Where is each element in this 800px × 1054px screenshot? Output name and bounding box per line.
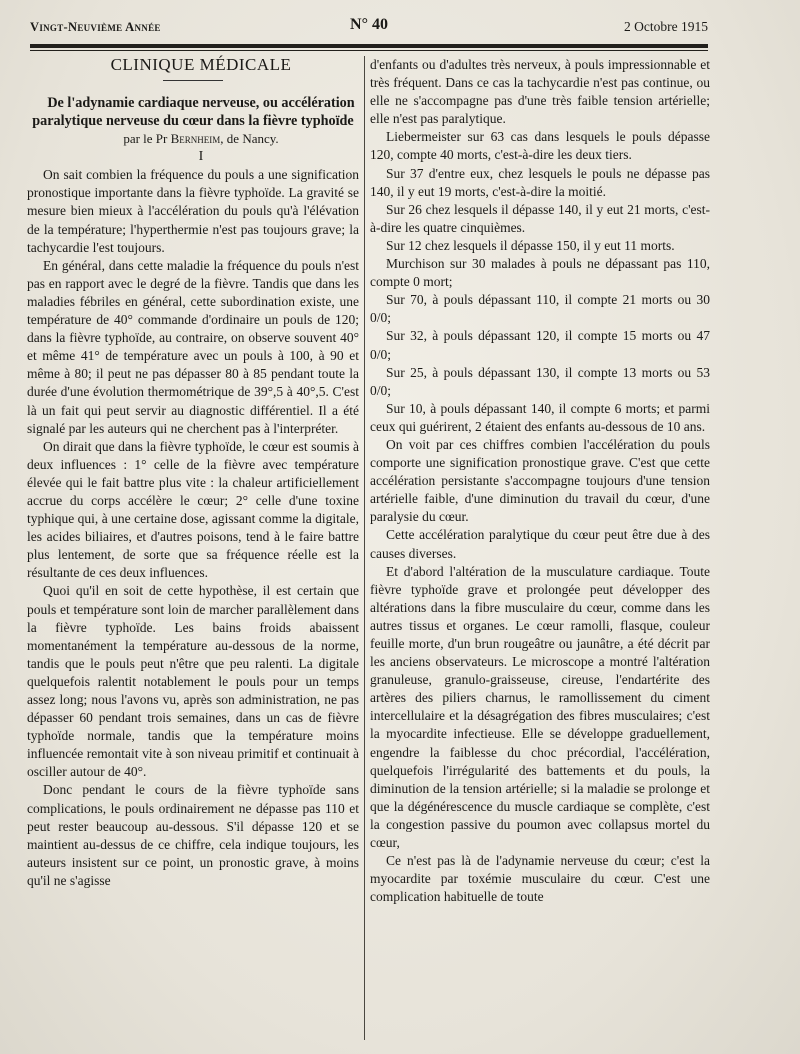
byline-prefix: par le Pr	[123, 131, 168, 147]
paragraph: Donc pendant le cours de la fièvre typhoïde sans complications, le pouls ordinairement ne dépasse pas 110 et peut rester beaucoup au-dessous. S'il dépasse 120 et se maintient au-dessus de ce chiffre, cela indique toujours, les auteurs insistent sur ce point, un pronostic grave, à moins qu'il ne s'agisse	[27, 782, 359, 888]
running-header	[30, 16, 708, 42]
paragraph: Et d'abord l'altération de la musculature cardiaque. Toute fièvre typhoïde grave et prolongée peut développer des altérations dans la fibre musculaire du cœur, comme dans les autres tissus et organes. Le cœur ramolli, flasque, couleur feuille morte, d'un brun rougeâtre ou jaunâtre, a été décrit par les anciens observateurs. Le microscope a montré l'altération granuleuse, granulo-graisseuse, cireuse, l'endartérite des artères des piliers charnus, le ramollissement du ciment intercellulaire et la désagrégation des fibres musculaires; c'est la myocardite infectieuse. Elle se développe graduellement, engendre la faiblesse du choc précordial, l'accélération, quelquefois l'irrégularité des battements et du pouls, la diminution de la tension artérielle; si la maladie se prolonge et que la dégénérescence du muscle cardiaque se complète, c'est la congestion passive du poumon avec collapsus mortel du cœur,	[370, 563, 710, 851]
header-rule-thick	[30, 44, 708, 48]
paragraph: On sait combien la fréquence du pouls a une signification pronostique importante dans la fièvre typhoïde. La gravité se mesure bien mieux à l'accélération du pouls qu'à l'élévation de la température; l'hyperthermie n'est pas toujours grave; la tachycardie l'est toujours.	[27, 167, 359, 255]
part-numeral: I	[198, 149, 204, 165]
volume-year: Vingt-Neuvième Année	[30, 20, 161, 34]
paragraph: Sur 32, à pouls dépassant 120, il compte 15 morts ou 47 0/0;	[370, 328, 710, 362]
paragraph: Sur 70, à pouls dépassant 110, il compte 21 morts ou 30 0/0;	[370, 292, 710, 326]
paragraph: Ce n'est pas là de l'adynamie nerveuse du cœur; c'est la myocardite par toxémie musculaire du cœur. C'est une complication habituelle de toute	[370, 853, 710, 905]
byline-suffix: de Nancy.	[226, 131, 279, 147]
paragraph: Sur 12 chez lesquels il dépasse 150, il y eut 11 morts.	[386, 237, 675, 253]
paragraph: Quoi qu'il en soit de cette hypothèse, il est certain que pouls et température sont loin de marcher parallèlement dans la fièvre typhoïde. Les bains froids abaissent momentanément la température au-dessous de la norme, tandis que le pouls peut n'être que peu ralenti. La digitale quelquefois ralentit notablement le pouls pour un temps assez long; nous l'avons vu, après son administration, ne pas dépasser 60 pendant trois semaines, dans un cas de fièvre typhoïde normale, tandis que la température moins influencée remontait vite à son niveau primitif et continuait à osciller autour de 40°.	[27, 583, 359, 780]
paragraph: Liebermeister sur 63 cas dans lesquels le pouls dépasse 120, compte 40 morts, c'est-à-dire les deux tiers.	[370, 129, 710, 163]
article-title: De l'adynamie cardiaque nerveuse, ou accélération paralytique nerveuse du cœur dans la fièvre typhoïde	[32, 95, 355, 129]
byline	[27, 130, 359, 148]
paragraph: Sur 25, à pouls dépassant 130, il compte 13 morts ou 53 0/0;	[370, 364, 710, 398]
left-column	[27, 56, 359, 890]
section-heading: CLINIQUE MÉDICALE	[110, 55, 292, 74]
issue-date: 2 Octobre 1915	[624, 19, 708, 34]
header-rule-thin	[30, 50, 708, 51]
paragraph-continuation: d'enfants ou d'adultes très nerveux, à pouls impressionnable et très fréquent. Dans ce cas la tachycardie n'est pas continue, ou elle ne s'accompagne pas d'une très faible tension artérielle; elle n'est pas paralytique.	[370, 57, 710, 127]
paragraph: Murchison sur 30 malades à pouls ne dépassant pas 110, compte 0 mort;	[370, 256, 710, 290]
issue-number: N° 40	[350, 16, 388, 33]
paragraph: On voit par ces chiffres combien l'accélération du pouls comporte une signification pronostique grave. C'est que cette accélération persistante s'accompagne toujours d'une tension artérielle faible, d'une diminution du travail du cœur, d'une paralysie du cœur.	[370, 436, 710, 525]
paragraph: En général, dans cette maladie la fréquence du pouls n'est pas en rapport avec le degré de la fièvre. Tandis que dans les maladies fébriles en général, cette subordination existe, une température de 40° commande d'ordinaire un pouls de 120; dans la fièvre typhoïde, au contraire, on observe souvent 40° et même 41° de température avec un pouls à 100, à 90 et même à 80; il peut ne pas dépasser 80 à 85 pendant toute la durée d'une évolution thermométrique de 39°,5 à 40°,5. C'est là un fait qui peut servir au diagnostic différentiel. Il a été signalé par les auteurs qui ne cherchent pas à l'interpréter.	[27, 257, 359, 436]
paragraph: Sur 26 chez lesquels il dépasse 140, il y eut 21 morts, c'est-à-dire les quatre cinquièmes.	[370, 201, 710, 235]
paragraph: Sur 37 d'entre eux, chez lesquels le pouls ne dépasse pas 140, il y eut 19 morts, c'est-à-dire la moitié.	[370, 165, 710, 199]
byline-author: Bernheim,	[170, 131, 224, 147]
column-separator	[364, 56, 365, 1040]
right-column	[370, 56, 710, 906]
section-rule	[163, 80, 223, 81]
paragraph: Cette accélération paralytique du cœur peut être due à des causes diverses.	[370, 527, 710, 561]
paragraph: Sur 10, à pouls dépassant 140, il compte 6 morts; et parmi ceux qui guérirent, 2 étaient des enfants au-dessous de 10 ans.	[370, 400, 710, 434]
paragraph: On dirait que dans la fièvre typhoïde, le cœur est soumis à deux influences : 1° celle de la fièvre avec température élevée qui le fait battre plus vite : la chaleur artificiellement accrue du corps accélère le cœur; 2° celle d'une toxine typhique qui, à une certaine dose, agissant comme la digitale, les acides biliaires, et d'autres poisons, tend à le faire battre plus lentement, de sorte que sa fréquence réelle est la résultante de ces deux influences.	[27, 438, 359, 581]
